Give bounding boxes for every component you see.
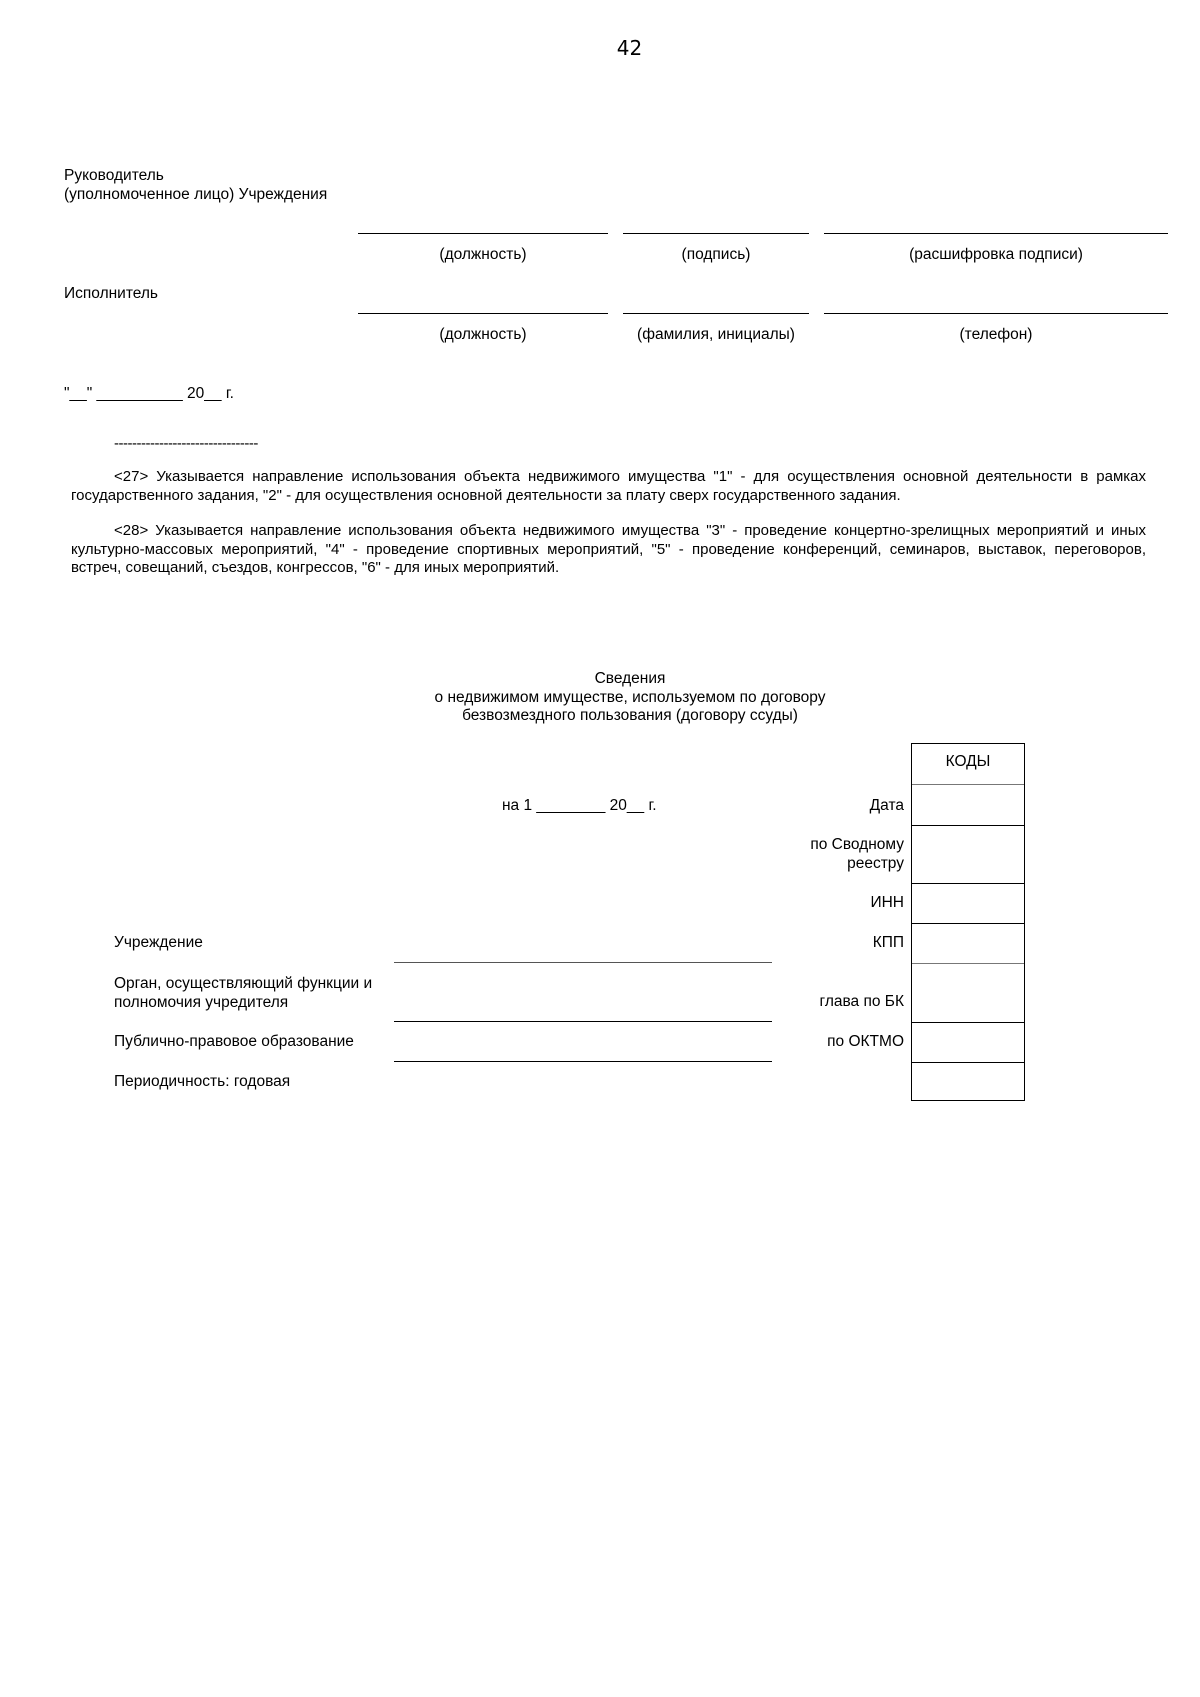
footnote-27-text: <27> Указывается направление использования объекта недвижимого имущества "1" - для осуществления основной деятельности в рамках государственного задания, "2" - для осуществления основной деятельности за плату сверх государственного задания. — [71, 468, 1146, 504]
field-founder-label-line1: Орган, осуществляющий функции и — [114, 975, 373, 992]
codes-divider — [912, 1062, 1024, 1063]
field-institution-line — [394, 962, 772, 963]
date-line: "__" __________ 20__ г. — [64, 385, 234, 402]
footnote-28 — [71, 522, 1146, 578]
footnote-28-text: <28> Указывается направление использования объекта недвижимого имущества "3" - проведение концертно-зрелищных мероприятий и иных культурно-массовых мероприятий, "4" - проведение спортивных мероприятий, "5" - проведение конференций, семинаров, выставок, переговоров, встреч, совещаний, съездов, конгрессов, "6" - для иных мероприятий. — [71, 522, 1146, 576]
form-title-line3: безвозмездного пользования (договору ссуды) — [462, 707, 798, 724]
head-caption-decoding: (расшифровка подписи) — [909, 246, 1083, 263]
footnote-separator: -------------------------------- — [114, 435, 258, 452]
form-title-line1: Сведения — [594, 670, 666, 687]
field-founder-line — [394, 1021, 772, 1022]
head-caption-signature: (подпись) — [681, 246, 751, 263]
footnote-27 — [71, 468, 1146, 505]
executor-phone-line — [824, 313, 1168, 314]
codes-divider — [912, 963, 1024, 964]
head-signature-decoding-line — [824, 233, 1168, 234]
codes-divider — [912, 883, 1024, 884]
code-label-registry-line2: реестру — [847, 855, 904, 872]
executor-caption-phone: (телефон) — [959, 326, 1033, 343]
codes-divider — [912, 1022, 1024, 1023]
code-label-date: Дата — [869, 797, 904, 814]
field-public-entity-line — [394, 1061, 772, 1062]
head-position-line — [358, 233, 608, 234]
page-number: 42 — [616, 36, 643, 60]
head-label-line2: (уполномоченное лицо) Учреждения — [64, 186, 328, 203]
code-label-oktmo: по ОКТМО — [827, 1033, 904, 1050]
head-signature-line — [623, 233, 809, 234]
codes-table — [911, 743, 1025, 1101]
form-title-line2: о недвижимом имуществе, используемом по договору — [434, 689, 826, 706]
field-founder-label-line2: полномочия учредителя — [114, 994, 289, 1011]
executor-position-line — [358, 313, 608, 314]
code-label-kpp: КПП — [872, 934, 904, 951]
codes-divider — [912, 784, 1024, 785]
codes-divider — [912, 923, 1024, 924]
head-label-line1: Руководитель — [64, 167, 164, 184]
code-label-inn: ИНН — [870, 894, 904, 911]
executor-label: Исполнитель — [64, 285, 158, 302]
field-public-entity-label: Публично-правовое образование — [114, 1033, 354, 1050]
executor-name-line — [623, 313, 809, 314]
codes-divider — [912, 825, 1024, 826]
head-caption-position: (должность) — [439, 246, 527, 263]
executor-caption-name: (фамилия, инициалы) — [637, 326, 795, 343]
code-label-registry-line1: по Сводному — [810, 836, 904, 853]
as-of-date: на 1 ________ 20__ г. — [502, 797, 657, 814]
executor-caption-position: (должность) — [439, 326, 527, 343]
field-institution-label: Учреждение — [114, 934, 203, 951]
code-label-bk: глава по БК — [819, 993, 904, 1010]
codes-header: КОДЫ — [945, 753, 991, 770]
field-periodicity-label: Периодичность: годовая — [114, 1073, 291, 1090]
